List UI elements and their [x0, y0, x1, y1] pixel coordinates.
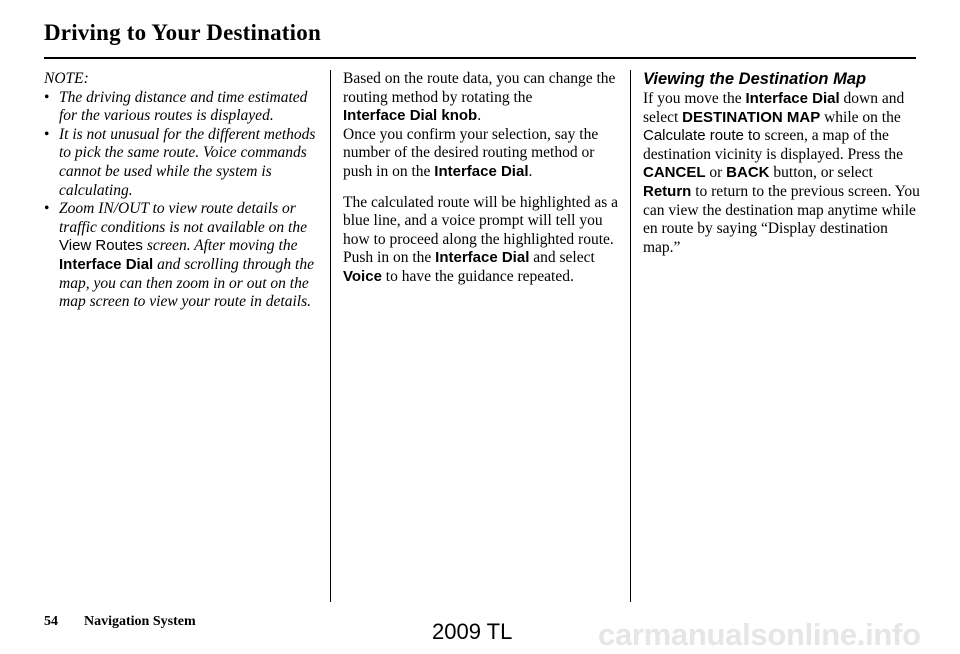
dm-text-d: screen, a map of the destination vicinity is displayed. Press the	[643, 127, 904, 163]
note-item-3-text-a: Zoom IN/OUT to view route details or traffic conditions is not available on the	[59, 200, 307, 236]
dm-text-g: to return to the previous screen. You can view the destination map anytime while en route by saying “Display destination map.”	[643, 182, 920, 256]
footer-label: Navigation System	[84, 614, 196, 629]
destination-map-paragraph	[643, 90, 923, 257]
cancel-term: CANCEL	[643, 164, 706, 182]
interface-dial-knob-term: Interface Dial knob	[343, 107, 478, 125]
routing-column	[343, 70, 623, 287]
interface-dial-term: Interface Dial	[434, 162, 529, 180]
note-item-2	[44, 126, 320, 200]
model-label: 2009 TL	[432, 619, 513, 644]
column-divider-1	[330, 70, 331, 602]
title-rule	[44, 57, 916, 59]
page-title: Driving to Your Destination	[44, 20, 321, 45]
routing-paragraph-1	[343, 70, 623, 126]
column-divider-2	[630, 70, 631, 602]
routing-p4-text-c: to have the guidance repeated.	[385, 267, 574, 285]
routing-paragraph-4	[343, 249, 623, 286]
note-item-2-text: It is not unusual for the different methods to pick the same route. Voice commands cannot be used while the system is calculating.	[59, 125, 316, 199]
note-label: NOTE:	[44, 70, 89, 87]
return-term: Return	[643, 182, 692, 200]
routing-p4-text-a: Push in on the	[343, 249, 432, 267]
routing-paragraph-2	[343, 126, 623, 182]
page-number: 54	[44, 614, 58, 629]
routing-p1-text: Based on the route data, you can change the routing method by rotating the	[343, 70, 616, 106]
calculate-route-term: Calculate route to	[643, 127, 761, 145]
dm-text-f: button, or select	[773, 164, 873, 182]
dm-text-a: If you move the	[643, 90, 742, 107]
note-item-1-text: The driving distance and time estimated for the various routes is displayed.	[59, 88, 308, 125]
dm-text-e: or	[709, 164, 723, 182]
routing-p4-text-b: and select	[533, 249, 595, 267]
watermark: carmanualsonline.info	[598, 617, 921, 652]
view-routes-term: View Routes	[59, 237, 143, 255]
note-item-1	[44, 89, 320, 126]
destination-map-column	[643, 70, 923, 257]
note-list	[44, 89, 320, 312]
routing-paragraph-3: The calculated route will be highlighted as a blue line, and a voice prompt will tell you how to proceed along the highlighted route.	[343, 193, 619, 248]
voice-term: Voice	[343, 267, 382, 285]
destination-map-term: DESTINATION MAP	[682, 108, 821, 126]
note-item-3-text-c: and scrolling through the map, you can then zoom in or out on the map screen to view your route in details.	[59, 255, 314, 311]
section-heading: Viewing the Destination Map	[643, 70, 867, 88]
back-term: BACK	[726, 164, 770, 182]
routing-p2-text: Once you confirm your selection, say the number of the desired routing method or push in on the	[343, 125, 599, 180]
notes-column	[44, 70, 320, 312]
interface-dial-term: Interface Dial	[435, 249, 530, 267]
note-item-3	[44, 200, 320, 312]
dm-text-b: down and select	[643, 90, 905, 126]
dm-text-c: while on the	[824, 108, 901, 126]
interface-dial-term: Interface Dial	[59, 255, 154, 273]
note-item-3-text-b: screen. After moving the	[146, 237, 298, 255]
routing-p1-end: .	[477, 107, 482, 125]
interface-dial-term: Interface Dial	[745, 90, 840, 107]
routing-p2-end: .	[528, 162, 533, 180]
